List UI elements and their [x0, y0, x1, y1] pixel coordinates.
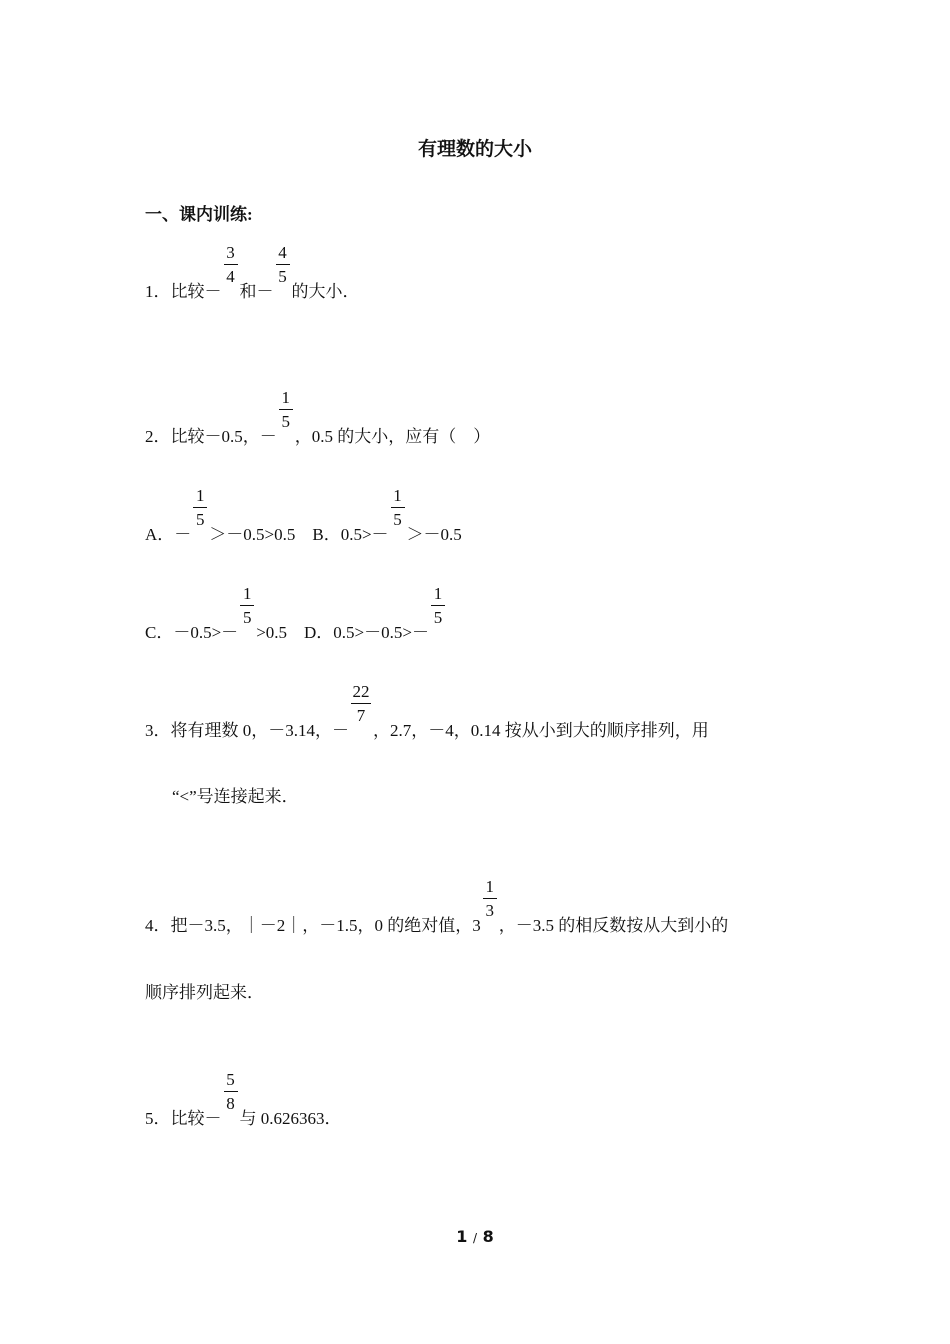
q3-fraction — [349, 682, 373, 736]
fraction-bar — [224, 264, 238, 265]
fraction-bar — [351, 703, 371, 704]
q1-f2-denominator: 5 — [278, 267, 287, 286]
optB-numerator: 1 — [393, 486, 402, 505]
optA-lead: A．－ — [145, 525, 192, 544]
fraction-bar — [240, 605, 254, 606]
q1-lead: 1．比较－ — [145, 282, 222, 301]
fraction-bar — [391, 507, 405, 508]
optC-denominator: 5 — [242, 608, 252, 627]
fraction-bar — [279, 409, 293, 410]
q1-tail: 的大小． — [291, 282, 360, 301]
section-heading: 一、课内训练: — [145, 205, 253, 224]
q2-tail: ，0.5 的大小，应有（ ） — [294, 427, 491, 446]
page-separator: / — [472, 1231, 478, 1245]
optD-numerator: 1 — [433, 584, 443, 603]
q1-f2-numerator: 4 — [278, 243, 287, 262]
optB-fraction — [389, 486, 407, 540]
fraction-bar — [193, 507, 207, 508]
q4-fraction — [481, 877, 499, 931]
optB-denominator: 5 — [393, 510, 402, 529]
optA-fraction — [191, 486, 209, 540]
optC-lead: C．－0.5>－ — [145, 623, 239, 642]
q3-line-2: “<”号连接起来． — [172, 787, 299, 806]
page-number — [0, 1227, 950, 1246]
q5-numerator: 5 — [226, 1070, 235, 1089]
optA-numerator: 1 — [196, 486, 205, 505]
q3-tail: ，2.7，－4，0.14 按从小到大的顺序排列，用 — [373, 721, 709, 740]
q5-fraction — [222, 1070, 240, 1124]
fraction-bar — [276, 264, 290, 265]
q1-fraction-1 — [222, 243, 240, 297]
q1-mid: 和－ — [239, 282, 274, 301]
options-c-d — [145, 584, 447, 643]
page-total: 8 — [482, 1227, 494, 1246]
optD-fraction — [429, 584, 447, 638]
options-a-b — [145, 486, 462, 545]
q4-line-2: 顺序排列起来． — [145, 983, 264, 1002]
fraction-bar — [483, 898, 497, 899]
question-1 — [145, 243, 360, 302]
q3-lead: 3．将有理数 0，－3.14，－ — [145, 721, 349, 740]
q3-numerator: 22 — [352, 682, 370, 701]
q2-fraction — [277, 388, 295, 442]
optA-denominator: 5 — [196, 510, 205, 529]
q4-denominator: 3 — [485, 901, 494, 920]
optA-mid: ＞－0.5>0.5 B．0.5>－ — [209, 525, 389, 544]
question-2 — [145, 388, 491, 447]
optB-tail: ＞－0.5 — [406, 525, 462, 544]
q5-lead: 5．比较－ — [145, 1109, 222, 1128]
q2-denominator: 5 — [281, 412, 290, 431]
fraction-bar — [431, 605, 445, 606]
q1-f1-denominator: 4 — [226, 267, 235, 286]
q3-denominator: 7 — [356, 706, 366, 725]
page-current: 1 — [456, 1227, 468, 1246]
q4-lead: 4．把－3.5，｜－2｜，－1.5，0 的绝对值，3 — [145, 916, 481, 935]
question-5 — [145, 1070, 342, 1129]
q2-numerator: 1 — [281, 388, 290, 407]
q4-numerator: 1 — [485, 877, 494, 896]
question-3 — [145, 682, 709, 741]
q4-tail: ，－3.5 的相反数按从大到小的 — [498, 916, 729, 935]
q5-denominator: 8 — [226, 1094, 235, 1113]
q1-f1-numerator: 3 — [226, 243, 235, 262]
fraction-bar — [224, 1091, 238, 1092]
optD-text: >0.5 D．0.5>－0.5>－ — [256, 623, 429, 642]
optC-numerator: 1 — [242, 584, 252, 603]
optC-fraction — [238, 584, 256, 638]
question-4 — [145, 877, 729, 936]
optD-denominator: 5 — [433, 608, 443, 627]
q2-lead: 2．比较－0.5，－ — [145, 427, 277, 446]
q1-fraction-2 — [274, 243, 292, 297]
q5-tail: 与 0.626363． — [239, 1109, 342, 1128]
page-title: 有理数的大小 — [417, 139, 532, 160]
